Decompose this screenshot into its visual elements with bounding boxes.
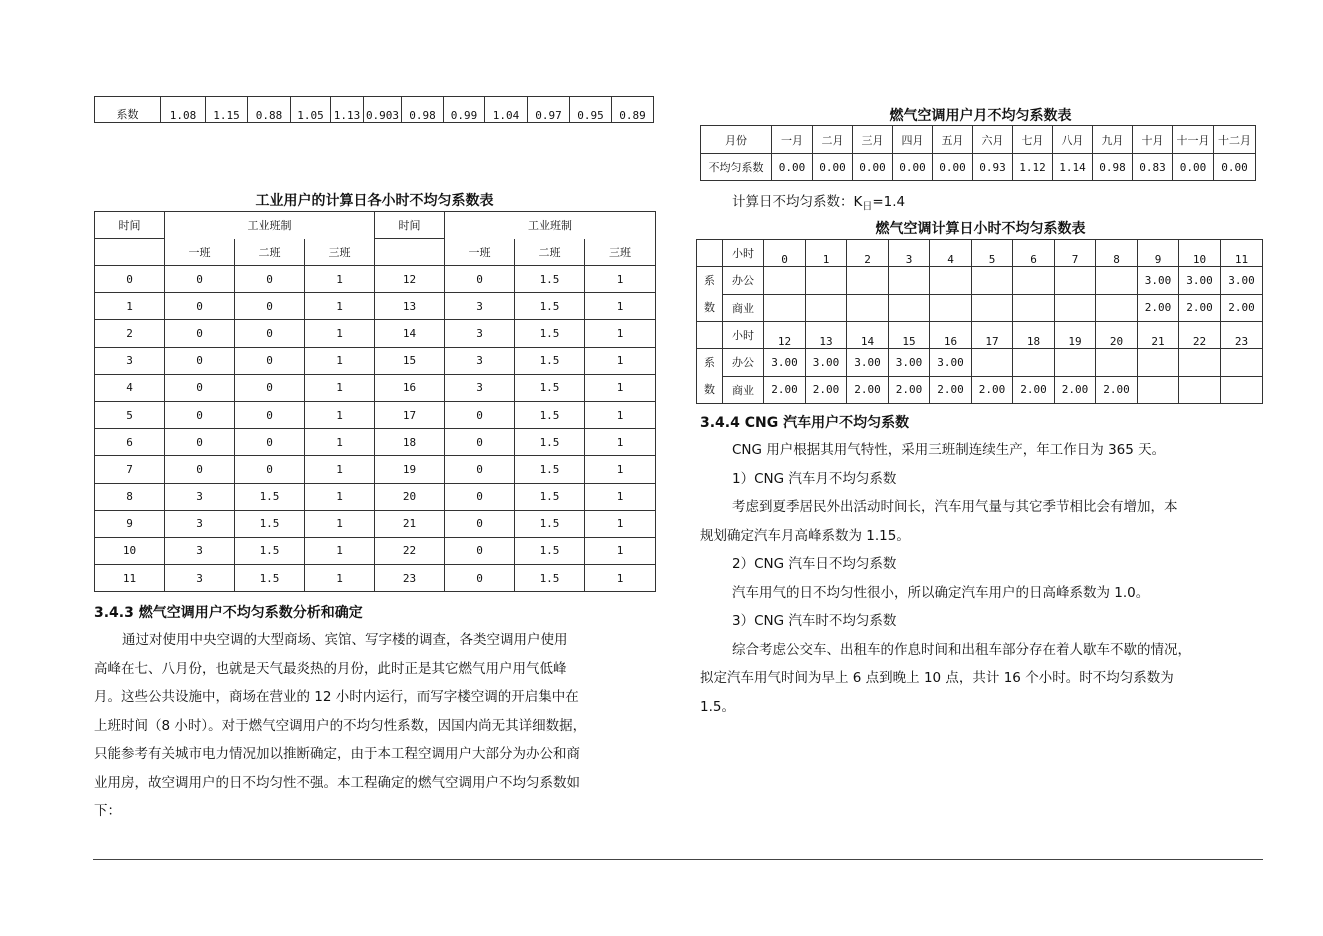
month-value: 0.00 bbox=[933, 154, 973, 181]
table-row bbox=[95, 347, 656, 374]
month-value: 0.00 bbox=[1214, 154, 1256, 181]
month-value: 0.00 bbox=[1173, 154, 1214, 181]
table-cell: 1.5 bbox=[515, 293, 585, 320]
hour-cell: 6 bbox=[1013, 240, 1055, 267]
month-value: 1.12 bbox=[1013, 154, 1053, 181]
table-cell: 1 bbox=[585, 456, 656, 483]
month-header: 二月 bbox=[813, 126, 853, 154]
table-cell: 0 bbox=[235, 374, 305, 401]
top-row-value: 1.08 bbox=[161, 97, 206, 123]
industrial-table-title: 工业用户的计算日各小时不均匀系数表 bbox=[255, 193, 494, 209]
coef-cell: 2.00 bbox=[1138, 294, 1179, 322]
table-cell: 1 bbox=[305, 510, 375, 537]
row-label: 商业 bbox=[723, 294, 764, 322]
table-row bbox=[95, 266, 656, 293]
table-cell: 3 bbox=[445, 347, 515, 374]
top-row-value: 0.88 bbox=[248, 97, 291, 123]
table-cell: 12 bbox=[375, 266, 445, 293]
header-shift-1: 一班 bbox=[445, 239, 515, 266]
coef-cell bbox=[1013, 349, 1055, 377]
table-cell: 0 bbox=[165, 347, 235, 374]
paragraph-line: 1.5。 bbox=[700, 698, 735, 715]
table-cell: 1.5 bbox=[515, 347, 585, 374]
coef-cell bbox=[1138, 349, 1179, 377]
hour-cell: 20 bbox=[1096, 322, 1138, 349]
table-cell: 1 bbox=[95, 293, 165, 320]
paragraph-line: 只能参考有关城市电力情况加以推断确定，由于本工程空调用户大部分为办公和商 bbox=[94, 746, 580, 762]
coef-cell bbox=[764, 267, 806, 295]
table-cell: 6 bbox=[95, 429, 165, 456]
table-row bbox=[95, 401, 656, 428]
table-cell: 3 bbox=[445, 293, 515, 320]
table-cell: 0 bbox=[165, 374, 235, 401]
month-value: 0.00 bbox=[772, 154, 813, 181]
paragraph-line: 拟定汽车用气时间为早上 6 点到晚上 10 点，共计 16 个小时。时不均匀系数为 bbox=[700, 670, 1174, 686]
day-coef-line bbox=[732, 190, 905, 213]
top-row-value: 1.04 bbox=[485, 97, 528, 123]
table-cell: 17 bbox=[375, 401, 445, 428]
table-cell: 0 bbox=[165, 456, 235, 483]
table-cell: 0 bbox=[235, 293, 305, 320]
table-cell: 23 bbox=[375, 565, 445, 592]
table-cell: 1 bbox=[305, 483, 375, 510]
table-row bbox=[697, 294, 1263, 322]
table-row bbox=[95, 483, 656, 510]
hour-cell: 22 bbox=[1179, 322, 1221, 349]
coef-cell bbox=[1055, 349, 1096, 377]
month-header: 三月 bbox=[853, 126, 893, 154]
table-cell: 0 bbox=[235, 401, 305, 428]
paragraph-line: 汽车用气的日不均匀性很小，所以确定汽车用户的日高峰系数为 1.0。 bbox=[732, 584, 1150, 601]
table-cell: 0 bbox=[445, 401, 515, 428]
table-cell: 1.5 bbox=[515, 266, 585, 293]
coef-cell: 3.00 bbox=[1179, 267, 1221, 295]
day-coef-sub: 日 bbox=[862, 201, 873, 213]
blank-cell bbox=[697, 240, 723, 267]
coef-cell bbox=[1055, 294, 1096, 322]
top-row-value: 0.95 bbox=[570, 97, 612, 123]
hour-cell: 21 bbox=[1138, 322, 1179, 349]
table-row bbox=[697, 240, 1263, 267]
month-header-row bbox=[701, 126, 1256, 154]
header-shift: 工业班制 bbox=[445, 212, 656, 239]
coef-cell bbox=[806, 294, 847, 322]
month-header: 十月 bbox=[1133, 126, 1173, 154]
hour-cell: 17 bbox=[972, 322, 1013, 349]
section-3-4-3-heading: 3.4.3 燃气空调用户不均匀系数分析和确定 bbox=[94, 605, 363, 621]
table-cell: 3 bbox=[165, 483, 235, 510]
coef-cell bbox=[930, 294, 972, 322]
coef-cell bbox=[972, 294, 1013, 322]
header-shift-3: 三班 bbox=[305, 239, 375, 266]
table-cell: 8 bbox=[95, 483, 165, 510]
table-row bbox=[697, 376, 1263, 404]
month-value: 0.83 bbox=[1133, 154, 1173, 181]
table-cell: 20 bbox=[375, 483, 445, 510]
table-cell: 0 bbox=[445, 537, 515, 564]
coef-cell: 2.00 bbox=[764, 376, 806, 404]
table-cell: 15 bbox=[375, 347, 445, 374]
hour-cell: 11 bbox=[1221, 240, 1263, 267]
hour-cell: 23 bbox=[1221, 322, 1263, 349]
table-cell: 1 bbox=[305, 374, 375, 401]
table-cell: 3 bbox=[445, 374, 515, 401]
table-cell: 0 bbox=[445, 429, 515, 456]
ac-hour-table-title: 燃气空调计算日小时不均匀系数表 bbox=[875, 221, 1086, 237]
table-cell: 0 bbox=[235, 266, 305, 293]
coef-cell bbox=[1179, 349, 1221, 377]
table-cell: 1 bbox=[305, 429, 375, 456]
month-value: 0.93 bbox=[973, 154, 1013, 181]
table-cell: 0 bbox=[235, 456, 305, 483]
footer-rule bbox=[93, 859, 1263, 860]
table-cell: 5 bbox=[95, 401, 165, 428]
hour-cell: 2 bbox=[847, 240, 889, 267]
table-cell: 1 bbox=[305, 401, 375, 428]
paragraph-line: 月。这些公共设施中，商场在营业的 12 小时内运行，而写字楼空调的开启集中在 bbox=[94, 689, 579, 705]
table-cell: 1.5 bbox=[235, 483, 305, 510]
table-cell: 1 bbox=[305, 293, 375, 320]
table-cell: 1.5 bbox=[235, 537, 305, 564]
table-cell: 1 bbox=[585, 483, 656, 510]
table-cell: 22 bbox=[375, 537, 445, 564]
coef-cell bbox=[1138, 376, 1179, 404]
header-time: 时间 bbox=[375, 212, 445, 239]
hour-cell: 13 bbox=[806, 322, 847, 349]
table-cell: 1 bbox=[585, 510, 656, 537]
top-row-value: 0.97 bbox=[528, 97, 570, 123]
top-coef-table bbox=[94, 96, 654, 123]
table-cell: 1.5 bbox=[515, 320, 585, 347]
table-row bbox=[95, 537, 656, 564]
coef-cell bbox=[764, 294, 806, 322]
coef-cell bbox=[1055, 267, 1096, 295]
table-cell: 1 bbox=[585, 347, 656, 374]
coef-cell bbox=[806, 267, 847, 295]
ac-hour-table bbox=[696, 239, 1263, 404]
table-cell: 10 bbox=[95, 537, 165, 564]
table-cell: 3 bbox=[165, 537, 235, 564]
month-header: 九月 bbox=[1093, 126, 1133, 154]
coef-cell: 2.00 bbox=[1013, 376, 1055, 404]
hour-cell: 5 bbox=[972, 240, 1013, 267]
table-cell: 0 bbox=[445, 510, 515, 537]
ac-hour-table-body bbox=[697, 240, 1263, 404]
day-coef-value: =1.4 bbox=[872, 194, 906, 210]
table-row bbox=[697, 349, 1263, 377]
table-row bbox=[95, 510, 656, 537]
month-label: 月份 bbox=[701, 126, 772, 154]
coef-cell bbox=[847, 267, 889, 295]
header-time: 时间 bbox=[95, 212, 165, 239]
table-cell: 0 bbox=[445, 565, 515, 592]
blank-cell bbox=[697, 322, 723, 349]
table-cell: 1.5 bbox=[515, 401, 585, 428]
table-cell: 1.5 bbox=[235, 510, 305, 537]
hour-cell: 12 bbox=[764, 322, 806, 349]
top-row-value: 1.15 bbox=[206, 97, 248, 123]
hour-cell: 10 bbox=[1179, 240, 1221, 267]
table-cell: 14 bbox=[375, 320, 445, 347]
table-row bbox=[95, 320, 656, 347]
coef-cell: 2.00 bbox=[1096, 376, 1138, 404]
table-cell: 1 bbox=[585, 266, 656, 293]
coef-label-cell bbox=[697, 267, 723, 322]
hour-cell: 19 bbox=[1055, 322, 1096, 349]
hour-cell: 0 bbox=[764, 240, 806, 267]
table-cell: 1 bbox=[305, 347, 375, 374]
coef-cell: 2.00 bbox=[889, 376, 930, 404]
table-cell: 3 bbox=[165, 565, 235, 592]
top-row-value: 1.05 bbox=[291, 97, 331, 123]
table-cell: 1.5 bbox=[235, 565, 305, 592]
table-cell: 1.5 bbox=[515, 456, 585, 483]
month-header: 五月 bbox=[933, 126, 973, 154]
row-label: 办公 bbox=[723, 349, 764, 377]
month-value: 0.98 bbox=[1093, 154, 1133, 181]
table-row bbox=[697, 322, 1263, 349]
month-value: 0.00 bbox=[853, 154, 893, 181]
table-cell: 3 bbox=[95, 347, 165, 374]
coef-cell bbox=[847, 294, 889, 322]
table-cell: 4 bbox=[95, 374, 165, 401]
table-row bbox=[95, 456, 656, 483]
header-shift-2: 二班 bbox=[515, 239, 585, 266]
coef-cell bbox=[1096, 294, 1138, 322]
table-cell: 0 bbox=[165, 266, 235, 293]
coef-cell: 2.00 bbox=[847, 376, 889, 404]
paragraph-line: 3）CNG 汽车时不均匀系数 bbox=[732, 613, 897, 629]
table-cell: 1 bbox=[305, 565, 375, 592]
coef-cell: 2.00 bbox=[972, 376, 1013, 404]
table-cell: 1.5 bbox=[515, 510, 585, 537]
coef-cell: 2.00 bbox=[1179, 294, 1221, 322]
table-cell: 1 bbox=[585, 320, 656, 347]
coef-cell bbox=[930, 267, 972, 295]
day-coef-prefix: 计算日不均匀系数：K bbox=[732, 194, 863, 210]
ac-month-table-title: 燃气空调用户月不均匀系数表 bbox=[889, 108, 1072, 124]
table-cell: 1 bbox=[585, 293, 656, 320]
hour-cell: 18 bbox=[1013, 322, 1055, 349]
paragraph-line: 规划确定汽车月高峰系数为 1.15。 bbox=[700, 527, 910, 544]
coef-cell: 2.00 bbox=[806, 376, 847, 404]
coef-label-cell bbox=[697, 349, 723, 404]
month-value: 1.14 bbox=[1053, 154, 1093, 181]
table-cell: 18 bbox=[375, 429, 445, 456]
table-cell: 21 bbox=[375, 510, 445, 537]
top-row-value: 0.98 bbox=[402, 97, 444, 123]
table-cell: 1 bbox=[585, 429, 656, 456]
paragraph-line: CNG 用户根据其用气特性，采用三班制连续生产，年工作日为 365 天。 bbox=[732, 442, 1166, 458]
header-shift-1: 一班 bbox=[165, 239, 235, 266]
table-cell: 1.5 bbox=[515, 565, 585, 592]
paragraph-line: 通过对使用中央空调的大型商场、宾馆、写字楼的调查，各类空调用户使用 bbox=[122, 632, 568, 648]
coef-label: 系数 bbox=[704, 274, 715, 314]
coef-cell: 3.00 bbox=[806, 349, 847, 377]
paragraph-line: 1）CNG 汽车月不均匀系数 bbox=[732, 470, 897, 487]
table-cell: 1.5 bbox=[515, 483, 585, 510]
table-cell: 0 bbox=[165, 401, 235, 428]
coef-cell bbox=[1221, 376, 1263, 404]
table-cell: 0 bbox=[235, 429, 305, 456]
table-cell: 1 bbox=[305, 320, 375, 347]
coef-label: 不均匀系数 bbox=[701, 154, 772, 181]
table-cell: 1 bbox=[305, 537, 375, 564]
month-value: 0.00 bbox=[893, 154, 933, 181]
coef-cell: 3.00 bbox=[1221, 267, 1263, 295]
coef-cell: 3.00 bbox=[847, 349, 889, 377]
row-label: 小时 bbox=[723, 240, 764, 267]
paragraph-line: 综合考虑公交车、出租车的作息时间和出租车部分存在着人歇车不歇的情况， bbox=[732, 641, 1191, 658]
table-cell: 2 bbox=[95, 320, 165, 347]
coef-cell bbox=[889, 294, 930, 322]
paragraph-line: 高峰在七、八月份，也就是天气最炎热的月份，此时正是其它燃气用户用气低峰 bbox=[94, 660, 567, 677]
coef-label: 系数 bbox=[704, 356, 715, 396]
top-row-value: 1.13 bbox=[331, 97, 364, 123]
section-3-4-4-heading: 3.4.4 CNG 汽车用户不均匀系数 bbox=[700, 415, 910, 431]
coef-cell bbox=[889, 267, 930, 295]
coef-cell bbox=[1013, 267, 1055, 295]
table-cell: 16 bbox=[375, 374, 445, 401]
row-label: 小时 bbox=[723, 322, 764, 349]
table-cell: 0 bbox=[235, 320, 305, 347]
paragraph-line: 下： bbox=[94, 803, 121, 819]
hour-cell: 14 bbox=[847, 322, 889, 349]
table-row bbox=[95, 374, 656, 401]
header-shift-2: 二班 bbox=[235, 239, 305, 266]
table-cell: 11 bbox=[95, 565, 165, 592]
hour-cell: 16 bbox=[930, 322, 972, 349]
table-cell: 1 bbox=[585, 401, 656, 428]
month-header: 十一月 bbox=[1173, 126, 1214, 154]
row-label: 办公 bbox=[723, 267, 764, 295]
table-cell: 0 bbox=[165, 320, 235, 347]
hour-cell: 8 bbox=[1096, 240, 1138, 267]
table-row bbox=[95, 293, 656, 320]
header-shift-3: 三班 bbox=[585, 239, 656, 266]
header-shift: 工业班制 bbox=[165, 212, 375, 239]
table-cell: 9 bbox=[95, 510, 165, 537]
top-row-value: 0.99 bbox=[444, 97, 485, 123]
industrial-table-body bbox=[95, 266, 656, 592]
section-3-4-3-paragraph bbox=[94, 626, 586, 826]
month-value: 0.00 bbox=[813, 154, 853, 181]
paragraph-line: 考虑到夏季居民外出活动时间长，汽车用气量与其它季节相比会有增加，本 bbox=[732, 499, 1178, 515]
coef-cell: 2.00 bbox=[930, 376, 972, 404]
month-header: 八月 bbox=[1053, 126, 1093, 154]
month-header: 四月 bbox=[893, 126, 933, 154]
coef-cell bbox=[1179, 376, 1221, 404]
coef-cell: 2.00 bbox=[1221, 294, 1263, 322]
table-cell: 0 bbox=[165, 429, 235, 456]
table-cell: 1.5 bbox=[515, 429, 585, 456]
paragraph-line: 业用房，故空调用户的日不均匀性不强。本工程确定的燃气空调用户不均匀系数如 bbox=[94, 774, 580, 791]
table-cell: 1 bbox=[585, 374, 656, 401]
table-cell: 3 bbox=[165, 510, 235, 537]
industrial-hour-table bbox=[94, 211, 656, 592]
table-cell: 1.5 bbox=[515, 537, 585, 564]
table-cell: 1 bbox=[305, 456, 375, 483]
coef-cell bbox=[972, 349, 1013, 377]
coef-cell bbox=[1096, 267, 1138, 295]
paragraph-line: 2）CNG 汽车日不均匀系数 bbox=[732, 556, 897, 572]
table-cell: 0 bbox=[445, 483, 515, 510]
table-cell: 3 bbox=[445, 320, 515, 347]
table-cell: 1.5 bbox=[515, 374, 585, 401]
table-cell: 0 bbox=[165, 293, 235, 320]
coef-cell bbox=[1221, 349, 1263, 377]
coef-cell: 3.00 bbox=[1138, 267, 1179, 295]
table-cell: 1 bbox=[305, 266, 375, 293]
month-header: 六月 bbox=[973, 126, 1013, 154]
coef-cell bbox=[1013, 294, 1055, 322]
table-row bbox=[95, 565, 656, 592]
month-header: 一月 bbox=[772, 126, 813, 154]
table-cell: 1 bbox=[585, 565, 656, 592]
coef-cell: 3.00 bbox=[764, 349, 806, 377]
coef-cell: 3.00 bbox=[889, 349, 930, 377]
coef-cell: 2.00 bbox=[1055, 376, 1096, 404]
month-header: 十二月 bbox=[1214, 126, 1256, 154]
table-cell: 13 bbox=[375, 293, 445, 320]
hour-cell: 3 bbox=[889, 240, 930, 267]
hour-cell: 7 bbox=[1055, 240, 1096, 267]
hour-cell: 15 bbox=[889, 322, 930, 349]
table-cell: 0 bbox=[445, 266, 515, 293]
coef-cell: 3.00 bbox=[930, 349, 972, 377]
hour-cell: 4 bbox=[930, 240, 972, 267]
month-header: 七月 bbox=[1013, 126, 1053, 154]
table-cell: 0 bbox=[235, 347, 305, 374]
month-value-row bbox=[701, 154, 1256, 181]
top-row-label: 系数 bbox=[95, 97, 161, 123]
table-cell: 1 bbox=[585, 537, 656, 564]
section-3-4-4-paragraph bbox=[700, 436, 1191, 721]
top-row-value: 0.903 bbox=[364, 97, 402, 123]
row-label: 商业 bbox=[723, 376, 764, 404]
hour-cell: 1 bbox=[806, 240, 847, 267]
coef-cell bbox=[1096, 349, 1138, 377]
table-row bbox=[95, 429, 656, 456]
hour-cell: 9 bbox=[1138, 240, 1179, 267]
table-cell: 7 bbox=[95, 456, 165, 483]
paragraph-line: 上班时间（8 小时）。对于燃气空调用户的不均匀性系数，因国内尚无其详细数据， bbox=[94, 717, 587, 734]
coef-cell bbox=[972, 267, 1013, 295]
table-cell: 0 bbox=[445, 456, 515, 483]
top-row-value: 0.89 bbox=[612, 97, 654, 123]
table-row bbox=[697, 267, 1263, 295]
table-cell: 19 bbox=[375, 456, 445, 483]
table-cell: 0 bbox=[95, 266, 165, 293]
ac-month-table bbox=[700, 125, 1256, 181]
